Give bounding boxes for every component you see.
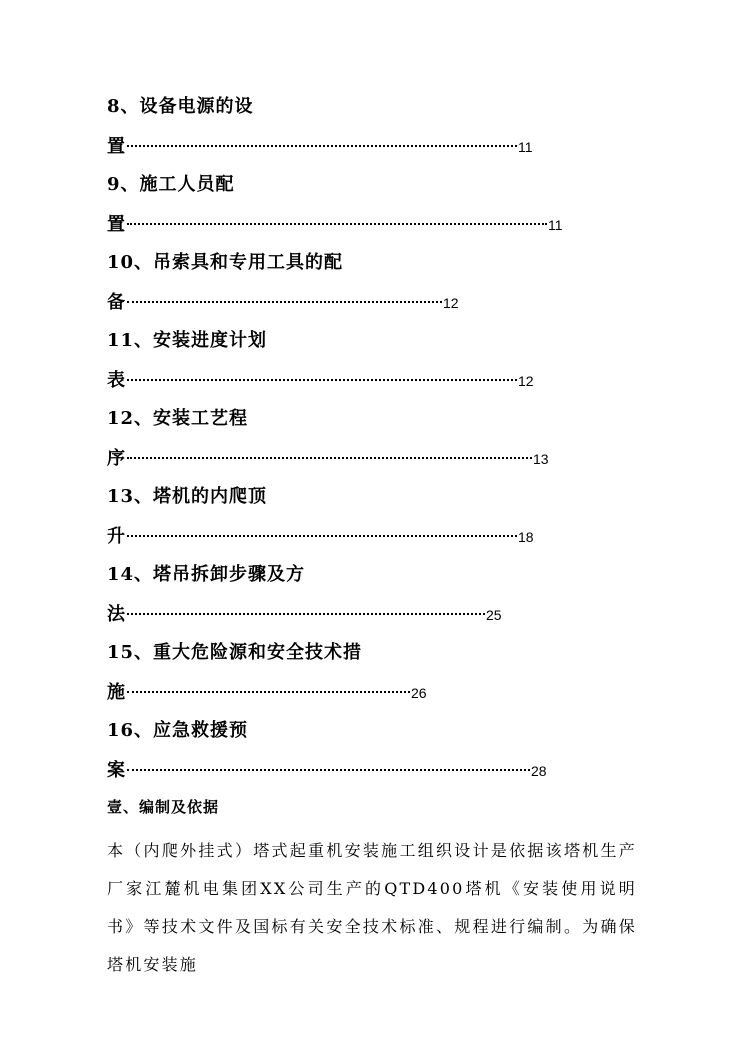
toc-page-number: 11 xyxy=(548,217,563,233)
toc-dot-leader xyxy=(127,612,485,615)
toc-entry-title: 12、安装工艺程 xyxy=(107,408,249,429)
toc-entry-title-end: 升 xyxy=(107,526,125,547)
toc-entry-line xyxy=(107,135,533,159)
toc-entry-line xyxy=(107,291,459,315)
toc-entry[interactable] xyxy=(107,719,547,781)
toc-entry-title: 15、重大危险源和安全技术措 xyxy=(107,642,363,663)
toc-dot-leader xyxy=(127,300,442,303)
toc-entry-title: 11、安装进度计划 xyxy=(107,330,268,351)
toc-dot-leader xyxy=(127,768,530,771)
toc-dot-leader xyxy=(127,222,547,225)
toc-entry-title-end: 施 xyxy=(107,682,125,703)
toc-entry[interactable] xyxy=(107,563,502,625)
toc-entry-line xyxy=(107,603,502,627)
toc-entry[interactable] xyxy=(107,641,427,703)
toc-entry-title: 8、设备电源的设 xyxy=(107,96,254,117)
toc-entry-title: 16、应急救援预 xyxy=(107,720,249,741)
toc-entry-title-end: 备 xyxy=(107,292,125,313)
toc-entry-title: 13、塔机的内爬顶 xyxy=(107,486,268,507)
toc-entry-title: 14、塔吊拆卸步骤及方 xyxy=(107,564,306,585)
section-title: 壹、编制及依据 xyxy=(107,798,220,816)
toc-page-number: 18 xyxy=(518,529,534,545)
toc-dot-leader xyxy=(127,144,517,147)
toc-page-number: 26 xyxy=(411,685,427,701)
toc-entry[interactable] xyxy=(107,407,549,469)
toc-entry-title-end: 置 xyxy=(107,214,125,235)
toc-dot-leader xyxy=(127,378,517,381)
toc-page-number: 12 xyxy=(443,295,459,311)
toc-dot-leader xyxy=(127,690,410,693)
toc-entry-line xyxy=(107,525,534,549)
toc-entry[interactable] xyxy=(107,95,533,157)
toc-page-number: 12 xyxy=(518,373,534,389)
toc-entry-title: 9、施工人员配 xyxy=(107,174,235,195)
toc-dot-leader xyxy=(127,456,532,459)
toc-entry[interactable] xyxy=(107,251,459,313)
toc-entry[interactable] xyxy=(107,329,534,391)
toc-entry-title-end: 法 xyxy=(107,604,125,625)
toc-entry-line xyxy=(107,369,534,393)
toc-entry-title: 10、吊索具和专用工具的配 xyxy=(107,252,344,273)
toc-entry[interactable] xyxy=(107,173,563,235)
toc-entry[interactable] xyxy=(107,485,534,547)
toc-page-number: 25 xyxy=(486,607,502,623)
toc-page-number: 11 xyxy=(518,139,533,155)
toc-page-number: 28 xyxy=(531,763,547,779)
toc-entry-line xyxy=(107,213,563,237)
toc-entry-line xyxy=(107,759,547,783)
toc-entry-title-end: 置 xyxy=(107,136,125,157)
toc-dot-leader xyxy=(127,534,517,537)
toc-entry-title-end: 案 xyxy=(107,760,125,781)
body-paragraph: 本（内爬外挂式）塔式起重机安装施工组织设计是依据该塔机生产厂家江麓机电集团XX公司生产的QTD400塔机《安装使用说明书》等技术文件及国标有关安全技术标准、规程进行编制。为确保塔机安装施 xyxy=(107,841,637,974)
toc-entry-title-end: 序 xyxy=(107,448,125,469)
toc-entry-line xyxy=(107,681,427,705)
toc-entry-line xyxy=(107,447,549,471)
toc-page-number: 13 xyxy=(533,451,549,467)
toc-entry-title-end: 表 xyxy=(107,370,125,391)
